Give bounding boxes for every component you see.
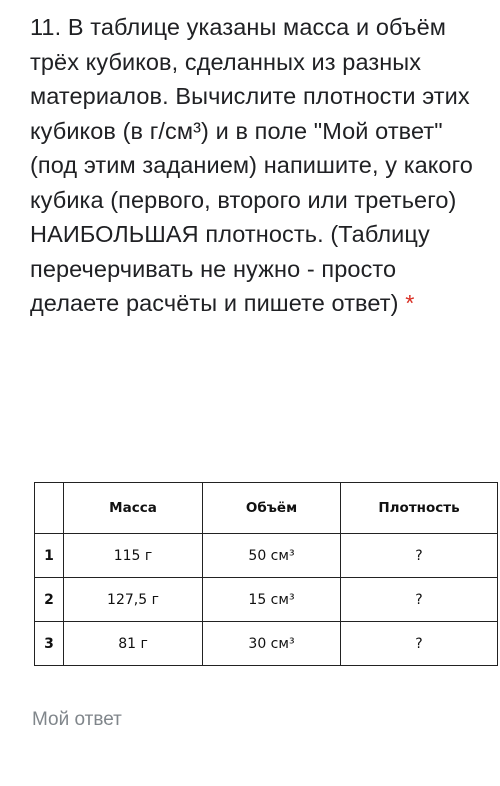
- mass-cell: 115 г: [64, 534, 203, 578]
- data-table: [34, 482, 498, 666]
- mass-cell: 81 г: [64, 622, 203, 666]
- answer-input[interactable]: Мой ответ: [32, 709, 122, 730]
- question-text-block: [30, 10, 492, 321]
- row-number-cell: 1: [35, 534, 64, 578]
- density-cell: ?: [341, 534, 498, 578]
- question-text: 11. В таблице указаны масса и объём трёх кубиков, сделанных из разных материалов. Вычислите плотности этих кубиков (в г/см³) и в поле "Мой ответ" (под этим заданием) напишите, у какого кубика (первого, второго или третьего) НАИБОЛЬШАЯ плотность. (Таблицу перечерчивать не нужно - просто делаете расчёты и пишете ответ): [30, 14, 473, 316]
- table-row: [35, 578, 498, 622]
- density-cell: ?: [341, 578, 498, 622]
- table-header-row: [35, 483, 498, 534]
- header-cell-num: [35, 483, 64, 534]
- volume-cell: 50 см³: [203, 534, 341, 578]
- volume-cell: 15 см³: [203, 578, 341, 622]
- header-cell-density: Плотность: [341, 483, 498, 534]
- header-cell-mass: Масса: [64, 483, 203, 534]
- mass-cell: 127,5 г: [64, 578, 203, 622]
- data-table-container: [34, 482, 498, 666]
- table-row: [35, 534, 498, 578]
- table-row: [35, 622, 498, 666]
- volume-cell: 30 см³: [203, 622, 341, 666]
- required-mark: *: [405, 290, 415, 316]
- density-cell: ?: [341, 622, 498, 666]
- row-number-cell: 3: [35, 622, 64, 666]
- header-cell-volume: Объём: [203, 483, 341, 534]
- row-number-cell: 2: [35, 578, 64, 622]
